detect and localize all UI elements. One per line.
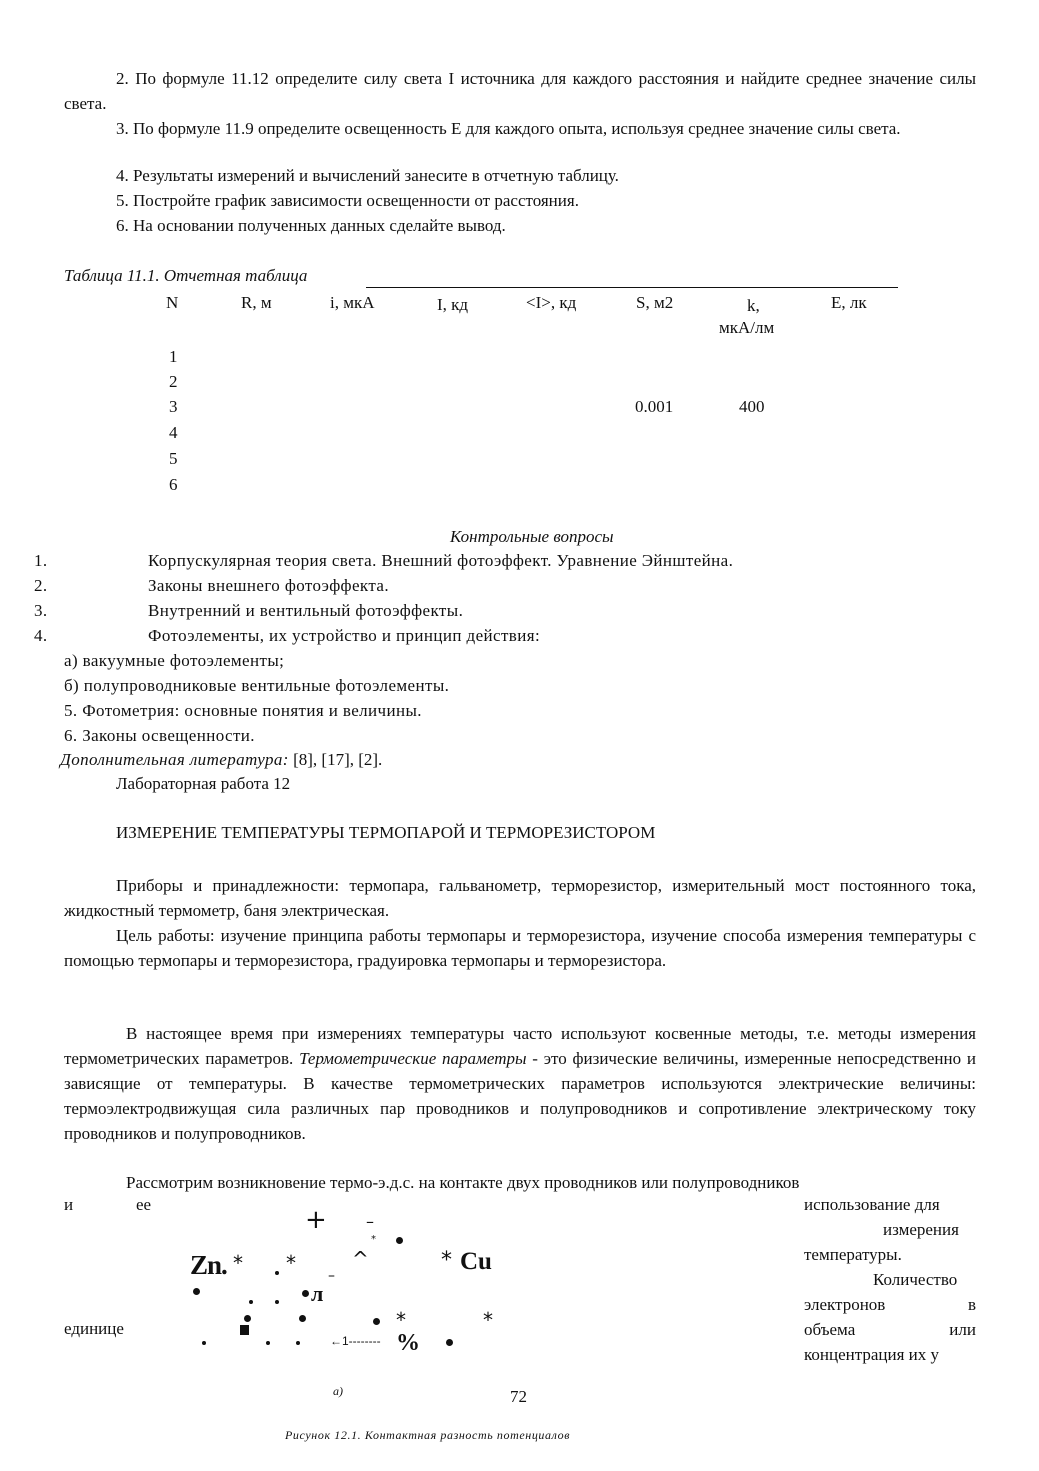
wrap-right-line: измерения: [883, 1220, 959, 1239]
star-mark: *: [483, 1308, 493, 1332]
question-text: Корпускулярная теория света. Внешний фотоэффект. Уравнение Эйнштейна.: [148, 551, 734, 570]
figure-caption: Рисунок 12.1. Контактная разность потенциалов: [285, 1428, 571, 1442]
lab-body-2: Рассмотрим возникновение термо-э.д.с. на контакте двух проводников или полупроводников: [126, 1173, 800, 1192]
table-row-num: 5: [169, 449, 178, 468]
literature-refs: [8], [17], [2].: [293, 750, 383, 769]
wrap-right-line: Количество: [873, 1270, 958, 1289]
question-text: Внутренний и вентильный фотоэффекты.: [148, 601, 464, 620]
body-term: Термометрические параметры: [299, 1049, 527, 1068]
percent-mark: %: [396, 1330, 420, 1356]
ion-dot: [249, 1300, 253, 1304]
step-5: 5. Постройте график зависимости освещенности от расстояния.: [116, 191, 579, 210]
table-header-intensity: I, кд: [437, 295, 469, 314]
electron-dot: [302, 1290, 309, 1297]
electron-dot: [446, 1339, 453, 1346]
table-caption: Таблица 11.1. Отчетная таблица: [64, 266, 308, 285]
wrap-right-line: использование для: [804, 1195, 940, 1214]
ion-dot: [275, 1271, 279, 1275]
wrap-left-i: и: [64, 1195, 74, 1214]
lab-title: ИЗМЕРЕНИЕ ТЕМПЕРАТУРЫ ТЕРМОПАРОЙ И ТЕРМОРЕЗИСТОРОМ: [116, 823, 656, 842]
table-row-num: 1: [169, 347, 178, 366]
star-mark: *: [396, 1308, 406, 1332]
lab-body-1: [64, 1021, 976, 1146]
question-text: Фотоэлементы, их устройство и принцип действия:: [148, 626, 541, 645]
table-header-r: R, м: [241, 293, 272, 312]
electron-dot: [396, 1237, 403, 1244]
wrap-left-unit: единице: [64, 1319, 124, 1338]
star-mark: *: [233, 1251, 243, 1275]
table-header-k: k,: [747, 296, 760, 315]
electron-dot: [193, 1288, 200, 1295]
question-5: 5. Фотометрия: основные понятия и величины.: [64, 701, 422, 720]
question-sub-a: а) вакуумные фотоэлементы;: [64, 651, 285, 670]
table-header-i: i, мкА: [330, 293, 375, 312]
question-number: 3.: [34, 601, 48, 620]
table-cell-s: 0.001: [635, 397, 674, 416]
table-header-s: S, м2: [636, 293, 674, 312]
minus-sign: –: [328, 1268, 335, 1284]
ion-dot: [296, 1341, 300, 1345]
caret-mark: ^: [352, 1247, 369, 1271]
table-cell-k: 400: [739, 397, 765, 416]
star-mark: *: [441, 1248, 452, 1273]
l-label: л: [311, 1281, 324, 1306]
plus-sign: +: [305, 1205, 327, 1235]
lab-label: Лабораторная работа 12: [116, 774, 291, 793]
table-header-n: N: [166, 293, 179, 312]
question-6: 6. Законы освещенности.: [64, 726, 255, 745]
star-mark: *: [286, 1251, 296, 1275]
table-header-k-unit: мкА/лм: [719, 318, 775, 337]
table-header-mean: <I>, кд: [526, 293, 577, 312]
question-text: Законы внешнего фотоэффекта.: [148, 576, 389, 595]
step-3: 3. По формуле 11.9 определите освещенность E для каждого опыта, используя среднее значение силы света.: [116, 119, 901, 138]
table-row-num: 4: [169, 423, 178, 442]
question-number: 2.: [34, 576, 48, 595]
table-row-num: 6: [169, 475, 178, 494]
body-text: - это физические величины, измеренные непосредственно и зависящие от температуры. В качестве термометрических параметров используются электрические величины: термоэлектродвижущая сила различных пар проводников и полупроводников и сопротивление электрическому току проводников и полупроводников.: [64, 1049, 977, 1143]
wrap-right-line: концентрация их у: [804, 1345, 940, 1364]
zn-label: Zn.: [190, 1250, 227, 1280]
table-row-num: 3: [169, 397, 178, 416]
cu-label: Cu: [460, 1248, 492, 1275]
ion-dot: [202, 1341, 206, 1345]
questions-title: Контрольные вопросы: [450, 527, 614, 546]
step-4: 4. Результаты измерений и вычислений занесите в отчетную таблицу.: [116, 166, 619, 185]
minus-sign: –: [366, 1212, 374, 1231]
wrap-left-ee: ее: [136, 1195, 152, 1214]
question-number: 4.: [34, 626, 48, 645]
electron-dot: [299, 1315, 306, 1322]
question-number: 1.: [34, 551, 48, 570]
body-text: В настоящее время при измерениях температуры часто используют косвенные методы, т.е. методы измерения термометрических параметров.: [64, 1024, 976, 1068]
lab-goal: Цель работы: изучение принципа работы термопары и терморезистора, изучение способа измерения температуры с помощью термопары и терморезистора, градуировка термопары и терморезистора.: [64, 926, 976, 970]
ion-dot: [266, 1341, 270, 1345]
ion-dot: [275, 1300, 279, 1304]
step-2: 2. По формуле 11.12 определите силу света I источника для каждого расстояния и найдите среднее значение силы света.: [64, 69, 976, 113]
square-marker: [240, 1325, 249, 1335]
lab-equipment: Приборы и принадлежности: термопара, гальванометр, терморезистор, измерительный мост постоянного тока, жидкостный термометр, баня электрическая.: [64, 876, 976, 920]
question-sub-b: б) полупроводниковые вентильные фотоэлементы.: [64, 676, 450, 695]
wrap-right-line: объема или: [804, 1320, 976, 1339]
table-header-e: E, лк: [831, 293, 867, 312]
page-number: 72: [510, 1387, 527, 1406]
wrap-right-line: температуры.: [804, 1245, 902, 1264]
caption-underline: [366, 287, 898, 288]
star-mark: *: [371, 1234, 376, 1245]
literature-line: [60, 750, 382, 770]
electron-dot: [244, 1315, 251, 1322]
field-arrow: ←1--------: [330, 1334, 381, 1348]
step-6: 6. На основании полученных данных сделайте вывод.: [116, 216, 506, 235]
electron-dot: [373, 1318, 380, 1325]
figure-sublabel: а): [333, 1384, 343, 1398]
literature-label: Дополнительная литература:: [60, 750, 289, 769]
table-row-num: 2: [169, 372, 178, 391]
wrap-right-line: электронов в: [804, 1295, 976, 1314]
